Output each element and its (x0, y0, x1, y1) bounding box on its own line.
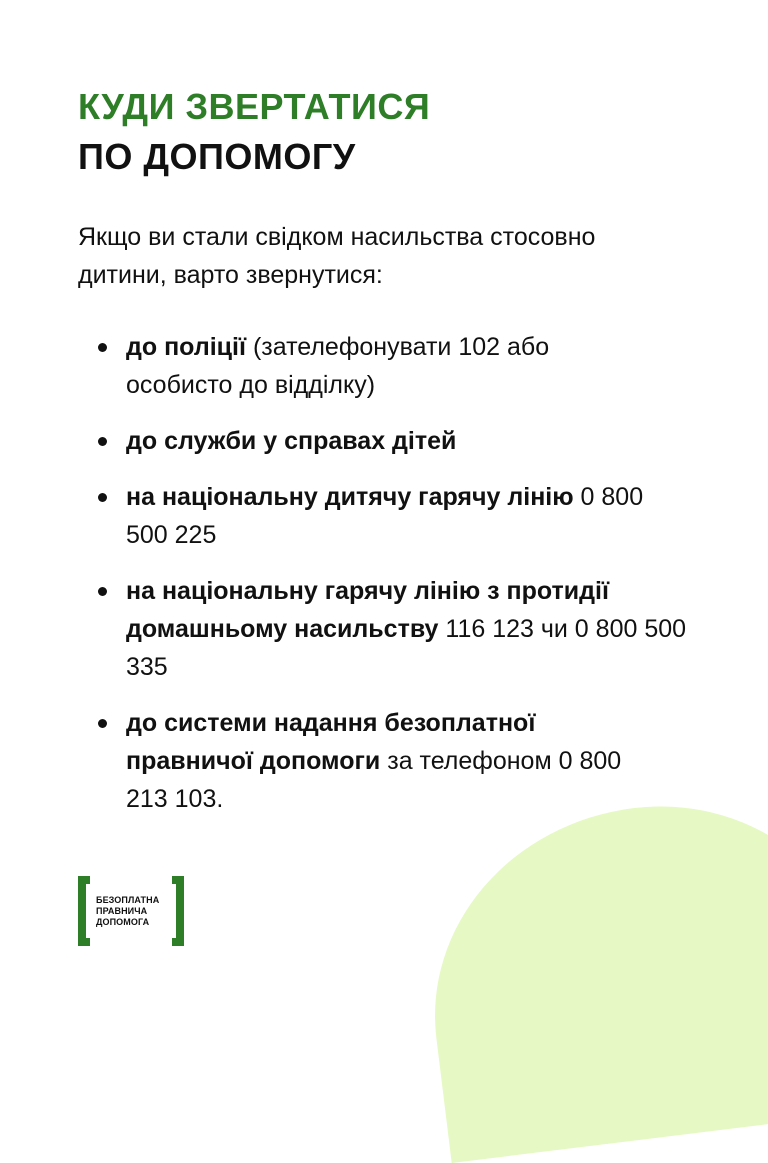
list-item-child-hotline (78, 478, 686, 554)
list-item-bold: на національну гарячу лінію з протидії домашньому насильству (126, 577, 609, 643)
logo-bracket-left (78, 876, 90, 946)
list-item-domestic-violence-hotline (78, 572, 696, 686)
list-item-legal-aid (78, 704, 646, 818)
logo-line-3: ДОПОМОГА (96, 917, 150, 927)
logo-line-1: БЕЗОПЛАТНА (96, 895, 160, 905)
intro-text: Якщо ви стали свідком насильства стосовно дитини, варто звернутися: (78, 223, 596, 289)
list-item-bold: до системи надання безоплатної правничої допомоги (126, 709, 536, 775)
list-item-bold: до служби у справах дітей (126, 427, 457, 455)
decorative-blob (411, 783, 768, 1163)
list-item-text: 0 800 500 225 (126, 483, 644, 549)
list-item-bold: до поліції (126, 333, 247, 361)
list-item-text: 116 123 чи 0 800 500 335 (126, 615, 687, 681)
title-line-2: ПО ДОПОМОГУ (78, 136, 356, 177)
main-content (78, 82, 708, 836)
help-list (78, 328, 708, 818)
list-item-police (78, 328, 606, 404)
logo-line-2: ПРАВНИЧА (96, 906, 148, 916)
list-item-children-service (78, 422, 708, 460)
logo-bracket-right (172, 876, 184, 946)
logo-text (96, 895, 159, 928)
list-item-text: за телефоном 0 800 213 103. (126, 747, 622, 813)
list-item-bold: на національну дитячу гарячу лінію (126, 483, 574, 511)
legal-aid-logo (78, 876, 184, 946)
list-item-text: (зателефонувати 102 або особисто до відділку) (126, 333, 550, 399)
title-line-1: КУДИ ЗВЕРТАТИСЯ (78, 86, 431, 127)
